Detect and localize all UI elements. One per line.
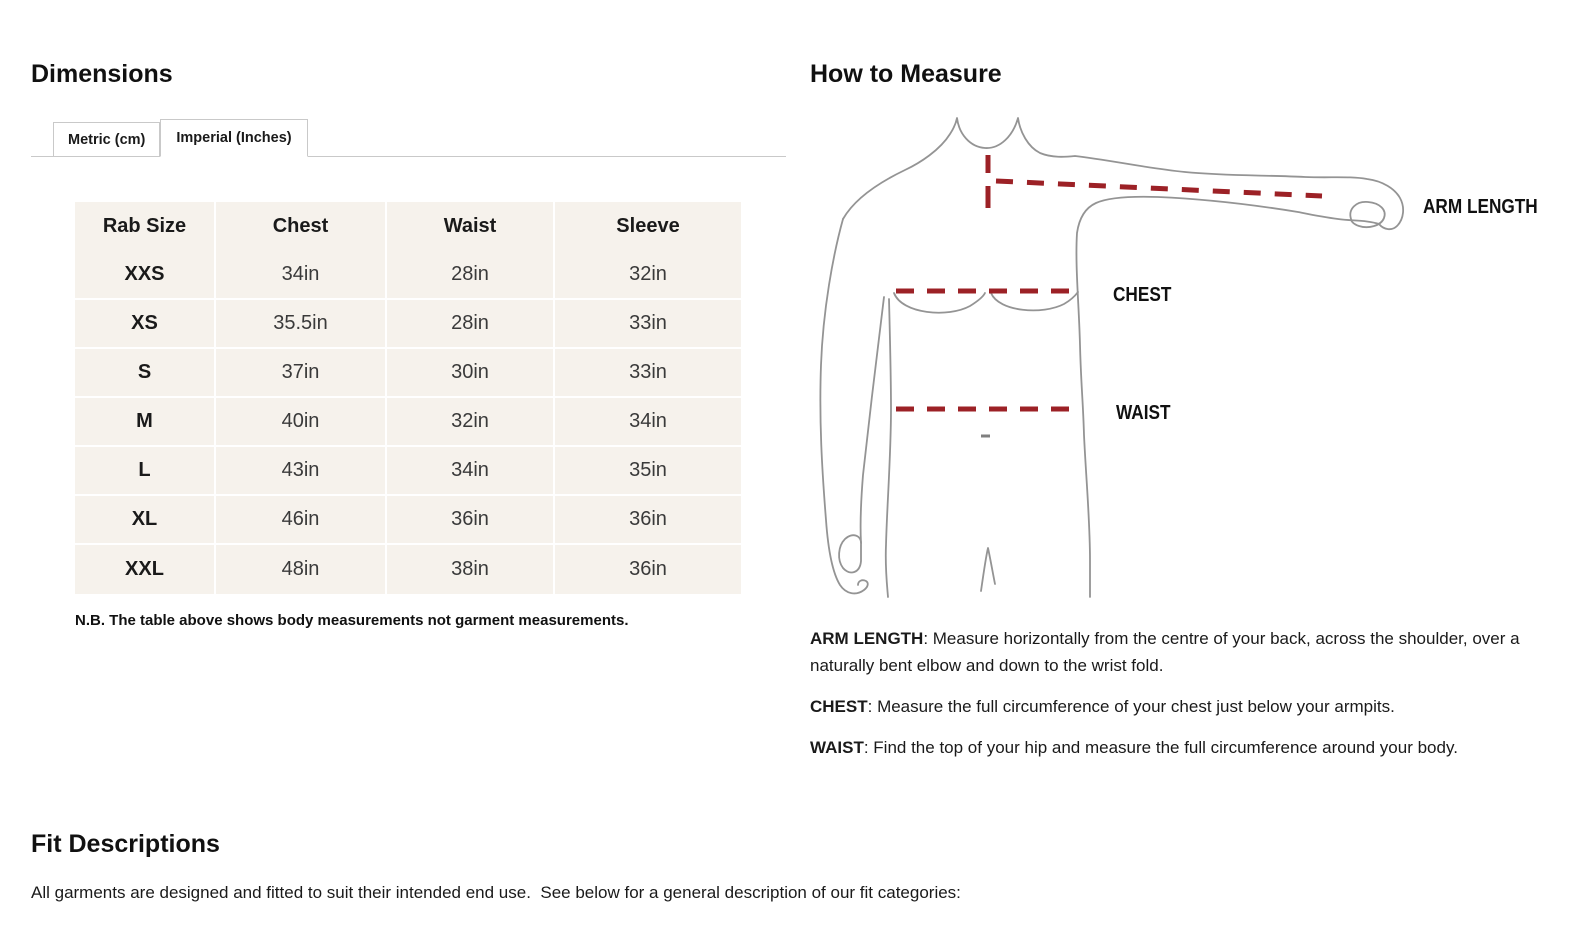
- waist-cell: 38in: [387, 545, 555, 594]
- arm-length-term: ARM LENGTH: [810, 629, 924, 648]
- table-row: [75, 496, 741, 545]
- dimensions-title: Dimensions: [31, 60, 173, 88]
- table-row: [75, 300, 741, 349]
- measure-title: How to Measure: [810, 60, 1002, 88]
- unit-tabs: [31, 119, 786, 157]
- waist-term: WAIST: [810, 738, 864, 757]
- sleeve-cell: 35in: [555, 447, 741, 496]
- sleeve-cell: 33in: [555, 300, 741, 349]
- measurement-descriptions: [810, 625, 1558, 775]
- measurement-lines: [896, 155, 1322, 409]
- size-cell: XS: [75, 300, 216, 349]
- tab-metric[interactable]: Metric (cm): [53, 122, 160, 156]
- size-cell: M: [75, 398, 216, 447]
- size-cell: XXS: [75, 251, 216, 300]
- table-row: [75, 545, 741, 594]
- left-arm-inner-contour: [861, 297, 884, 543]
- sleeve-cell: 32in: [555, 251, 741, 300]
- arm-length-text: : Measure horizontally from the centre of your back, across the shoulder, over a naturally bent elbow and down to the wrist fold.: [810, 629, 1520, 675]
- fit-title: Fit Descriptions: [31, 830, 220, 858]
- col-header-sleeve: Sleeve: [555, 202, 741, 251]
- size-cell: XL: [75, 496, 216, 545]
- size-cell: XXL: [75, 545, 216, 594]
- sleeve-cell: 36in: [555, 496, 741, 545]
- table-row: [75, 447, 741, 496]
- chest-curve-left: [894, 293, 985, 313]
- chest-cell: 34in: [216, 251, 387, 300]
- sleeve-cell: 36in: [555, 545, 741, 594]
- chest-term: CHEST: [810, 697, 868, 716]
- waist-text: : Find the top of your hip and measure the full circumference around your body.: [863, 738, 1458, 757]
- figure-labels: [1113, 196, 1538, 425]
- chest-curve-right: [991, 292, 1078, 310]
- chest-cell: 48in: [216, 545, 387, 594]
- waist-cell: 36in: [387, 496, 555, 545]
- waist-cell: 32in: [387, 398, 555, 447]
- size-cell: S: [75, 349, 216, 398]
- size-table-header-row: [75, 202, 741, 251]
- col-header-chest: Chest: [216, 202, 387, 251]
- shoulder-arm-top-contour: [843, 118, 1403, 229]
- chest-cell: 46in: [216, 496, 387, 545]
- arm-length-line: [996, 181, 1322, 196]
- size-cell: L: [75, 447, 216, 496]
- chest-cell: 35.5in: [216, 300, 387, 349]
- col-header-rab-size: Rab Size: [75, 202, 216, 251]
- table-note: N.B. The table above shows body measurements not garment measurements.: [75, 612, 629, 629]
- left-hand-thumb-loop: [839, 535, 861, 572]
- sleeve-cell: 34in: [555, 398, 741, 447]
- chest-cell: 37in: [216, 349, 387, 398]
- waist-description: [810, 734, 1558, 761]
- chest-label: CHEST: [1113, 283, 1172, 307]
- table-row: [75, 398, 741, 447]
- arm-underside-torso-right: [1076, 197, 1379, 597]
- legs-notch: [981, 548, 995, 591]
- chest-cell: 43in: [216, 447, 387, 496]
- torso-left-contour: [886, 299, 891, 597]
- waist-cell: 30in: [387, 349, 555, 398]
- waist-label: WAIST: [1116, 401, 1171, 425]
- chest-text: : Measure the full circumference of your chest just below your armpits.: [867, 697, 1395, 716]
- chest-description: [810, 693, 1558, 720]
- chest-cell: 40in: [216, 398, 387, 447]
- measurement-figure: [810, 100, 1560, 610]
- waist-cell: 28in: [387, 251, 555, 300]
- arm-length-label: ARM LENGTH: [1423, 195, 1538, 219]
- table-row: [75, 349, 741, 398]
- fit-intro: All garments are designed and fitted to suit their intended end use. See below for a general description of our fit categories:: [31, 883, 961, 902]
- arm-length-description: [810, 625, 1558, 679]
- size-table: [75, 202, 741, 594]
- sleeve-cell: 33in: [555, 349, 741, 398]
- col-header-waist: Waist: [387, 202, 555, 251]
- table-row: [75, 251, 741, 300]
- waist-cell: 28in: [387, 300, 555, 349]
- tab-imperial[interactable]: Imperial (Inches): [160, 119, 307, 157]
- body-outline: [820, 118, 1403, 597]
- waist-cell: 34in: [387, 447, 555, 496]
